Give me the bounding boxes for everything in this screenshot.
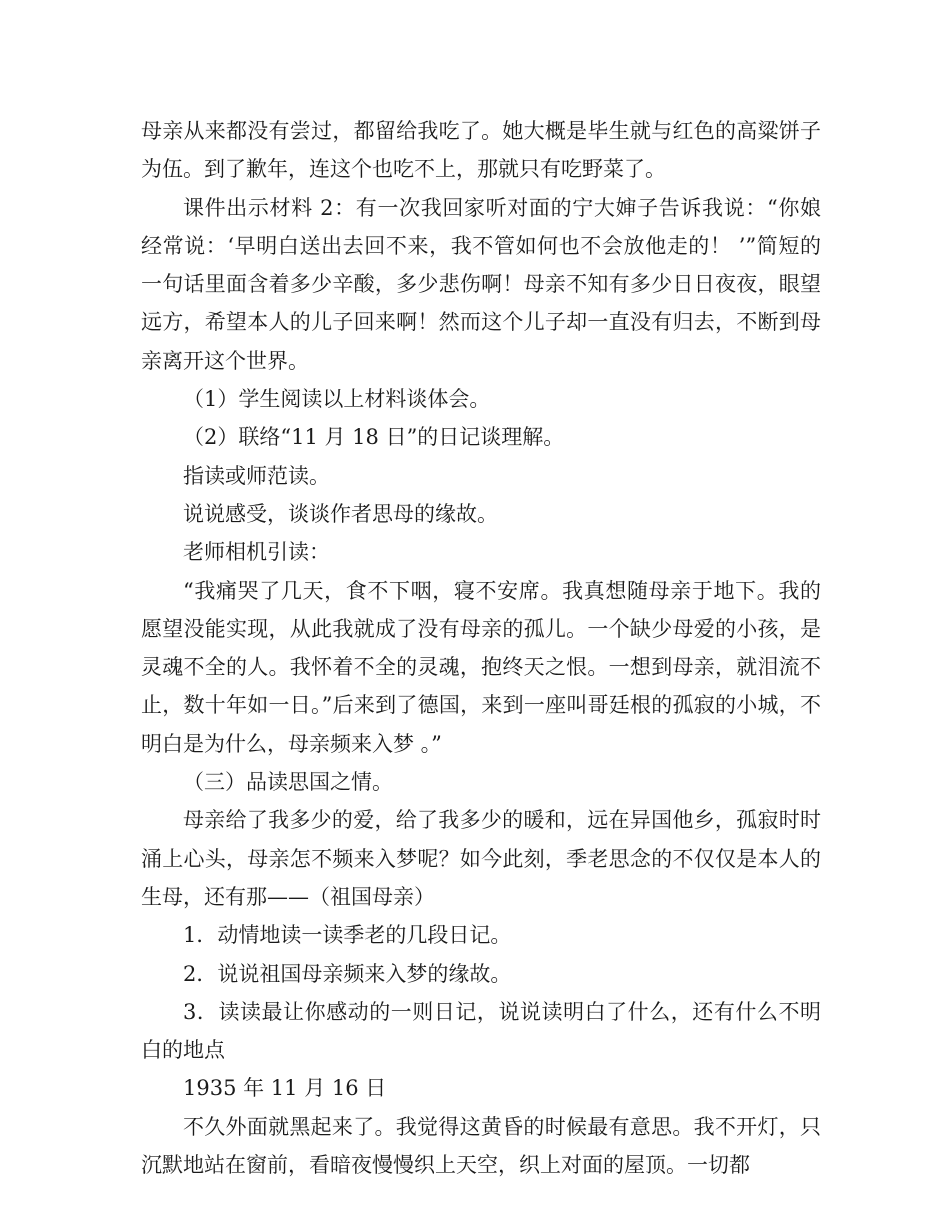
paragraph-2: 课件出示材料 2：有一次我回家听对面的宁大婶子告诉我说：“你娘经常说：‘早明白送出去回不来，我不管如何也不会放他走的！ ’”简短的一句话里面含着多少辛酸，多少悲伤啊！母亲不知有多少日日夜夜，眼望远方，希望本人的儿子回来啊！然而这个儿子却一直没有归去，不断到母亲离开这个世界。 [141, 195, 821, 373]
document-page [141, 112, 821, 1184]
paragraph-13: 3．读读最让你感动的一则日记，说说读明白了什么，还有什么不明白的地点 [141, 999, 821, 1063]
paragraph-12: 2．说说祖国母亲频来入梦的缘故。 [183, 961, 512, 986]
paragraph-15: 不久外面就黑起来了。我觉得这黄昏的时候最有意思。我不开灯，只沉默地站在窗前，看暗夜慢慢织上天空，织上对面的屋顶。一切都 [141, 1114, 821, 1178]
paragraph-11: 1．动情地读一读季老的几段日记。 [183, 923, 512, 948]
paragraph-7: 老师相机引读： [183, 540, 330, 565]
paragraph-1: 母亲从来都没有尝过，都留给我吃了。她大概是毕生就与红色的高粱饼子为伍。到了歉年，连这个也吃不上，那就只有吃野菜了。 [141, 119, 821, 182]
paragraph-5: 指读或师范读。 [183, 463, 330, 488]
paragraph-8: “我痛哭了几天，食不下咽，寝不安席。我真想随母亲于地下。我的愿望没能实现，从此我就成了没有母亲的孤儿。一个缺少母爱的小孩，是灵魂不全的人。我怀着不全的灵魂，抱终天之恨。一想到母亲，就泪流不止，数十年如一日。”后来到了德国，来到一座叫哥廷根的孤寂的小城，不明白是为什么，母亲频来入梦 。” [141, 578, 821, 756]
paragraph-6: 说说感受，谈谈作者思母的缘故。 [183, 501, 498, 526]
paragraph-9: （三）品读思国之情。 [183, 770, 393, 795]
paragraph-4: （2）联络“11 月 18 日”的日记谈理解。 [183, 425, 565, 450]
paragraph-14: 1935 年 11 月 16 日 [183, 1076, 387, 1101]
paragraph-3: （1）学生阅读以上材料谈体会。 [183, 387, 491, 412]
paragraph-10: 母亲给了我多少的爱，给了我多少的暖和，远在异国他乡，孤寂时时涌上心头，母亲怎不频来入梦呢？如今此刻，季老思念的不仅仅是本人的生母，还有那——（祖国母亲） [141, 808, 821, 909]
